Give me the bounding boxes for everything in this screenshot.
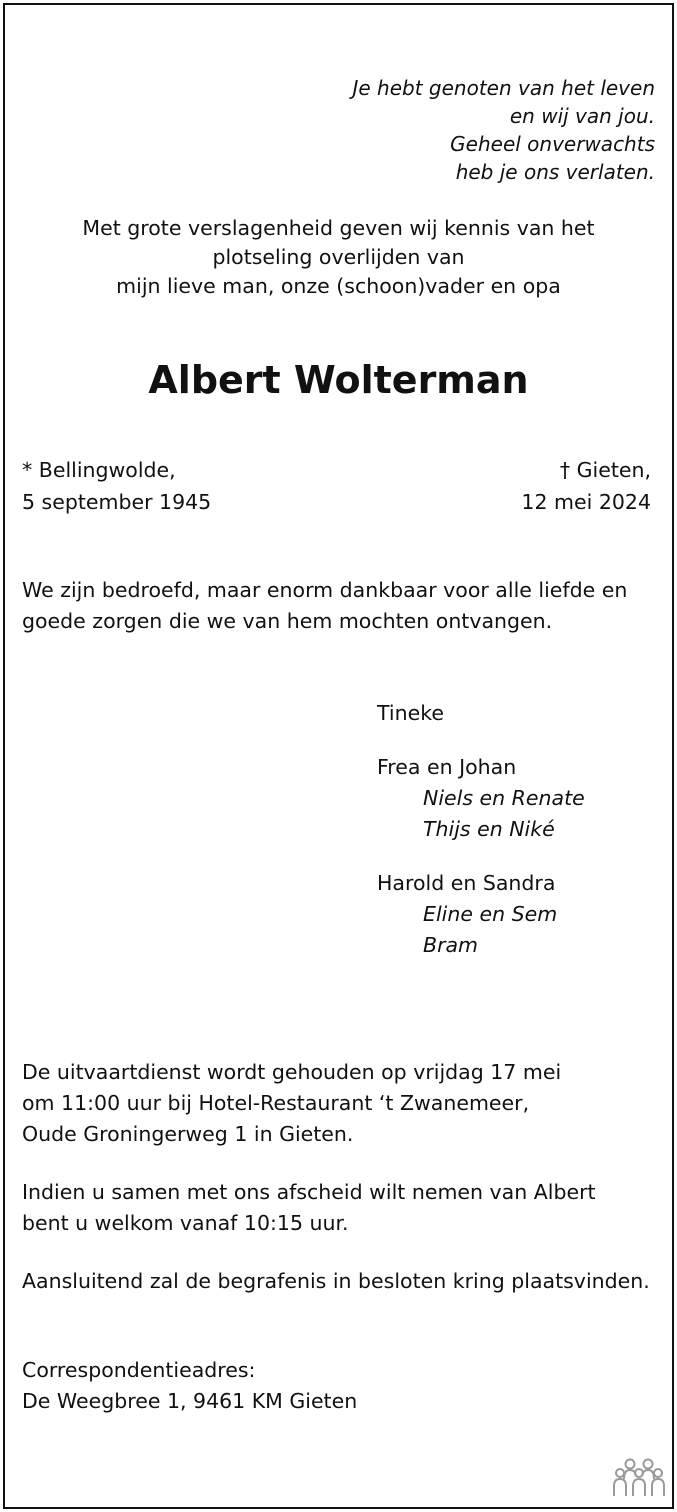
intro-line: plotseling overlijden van xyxy=(212,245,465,269)
poem-line: heb je ons verlaten. xyxy=(455,160,655,184)
correspondence-address: De Weegbree 1, 9461 KM Gieten xyxy=(22,1389,358,1413)
poem-line: Je hebt genoten van het leven xyxy=(352,76,655,100)
family-member: Frea en Johan xyxy=(377,755,517,779)
family-member: Tineke xyxy=(377,701,444,725)
grandchild: Niels en Renate xyxy=(423,786,585,810)
intro-line: Met grote verslagenheid geven wij kennis van het xyxy=(82,216,595,240)
service-line: De uitvaartdienst wordt gehouden op vrijdag 17 mei xyxy=(22,1060,562,1084)
correspondence-label: Correspondentieadres: xyxy=(22,1358,256,1382)
grandchild: Eline en Sem xyxy=(423,902,558,926)
grandchild: Thijs en Niké xyxy=(423,817,555,841)
family-group xyxy=(377,868,557,961)
service-details xyxy=(22,1057,561,1150)
service-line: Oude Groningerweg 1 in Gieten. xyxy=(22,1122,354,1146)
death-place: † Gieten, xyxy=(559,458,651,482)
thanks-line: goede zorgen die we van hem mochten ontvangen. xyxy=(22,609,553,633)
thanks-line: We zijn bedroefd, maar enorm dankbaar voor alle liefde en xyxy=(22,578,628,602)
family-group xyxy=(377,698,444,729)
family-member: Harold en Sandra xyxy=(377,871,556,895)
death-date: 12 mei 2024 xyxy=(521,490,651,514)
correspondence xyxy=(22,1355,357,1417)
poem-line: en wij van jou. xyxy=(509,104,655,128)
deceased-name: Albert Wolterman xyxy=(148,358,529,402)
funeral-note: Aansluitend zal de begrafenis in besloten kring plaatsvinden. xyxy=(22,1269,650,1293)
farewell-line: bent u welkom vanaf 10:15 uur. xyxy=(22,1211,349,1235)
people-group-icon xyxy=(613,1456,665,1500)
farewell-line: Indien u samen met ons afscheid wilt nemen van Albert xyxy=(22,1180,596,1204)
service-line: om 11:00 uur bij Hotel-Restaurant ‘t Zwanemeer, xyxy=(22,1091,530,1115)
poem-line: Geheel onverwachts xyxy=(450,132,655,156)
death-info xyxy=(521,454,651,518)
poem xyxy=(255,74,655,186)
birth-info xyxy=(22,454,211,518)
thanks-text xyxy=(22,575,627,637)
birth-place: * Bellingwolde, xyxy=(22,458,176,482)
intro-line: mijn lieve man, onze (schoon)vader en opa xyxy=(116,274,561,298)
birth-date: 5 september 1945 xyxy=(22,490,212,514)
farewell-details xyxy=(22,1177,596,1239)
intro-text xyxy=(0,214,677,301)
family-group xyxy=(377,752,585,845)
grandchild: Bram xyxy=(423,933,479,957)
